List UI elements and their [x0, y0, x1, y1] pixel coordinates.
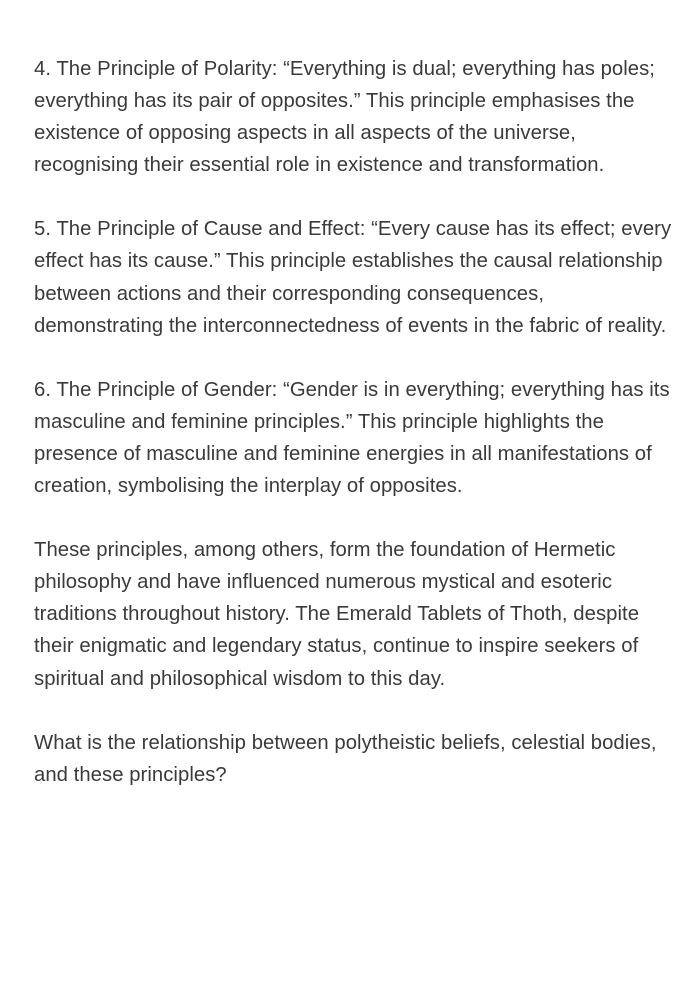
- paragraph-principle-of-cause-and-effect: 5. The Principle of Cause and Effect: “Every cause has its effect; every effect has its cause.” This principle establishes the causal relationship between actions and their corresponding consequences, demonstrating the interconnectedness of events in the fabric of reality.: [34, 218, 672, 337]
- paragraph-question: What is the relationship between polytheistic beliefs, celestial bodies, and these principles?: [34, 731, 657, 786]
- paragraph-principle-of-gender: 6. The Principle of Gender: “Gender is in everything; everything has its masculine and feminine principles.” This principle highlights the presence of masculine and feminine energies in all manifestations of creation, symbolising the interplay of opposites.: [34, 378, 670, 498]
- paragraph-principle-of-polarity: 4. The Principle of Polarity: “Everything is dual; everything has poles; everything has its pair of opposites.” This principle emphasises the existence of opposing aspects in all aspects of the universe, recognising their essential role in existence and transformation.: [34, 58, 655, 177]
- document-body: [34, 53, 674, 791]
- paragraph-hermetic-summary: These principles, among others, form the foundation of Hermetic philosophy and have influenced numerous mystical and esoteric traditions throughout history. The Emerald Tablets of Thoth, despite their enigmatic and legendary status, continue to inspire seekers of spiritual and philosophical wisdom to this day.: [34, 539, 640, 690]
